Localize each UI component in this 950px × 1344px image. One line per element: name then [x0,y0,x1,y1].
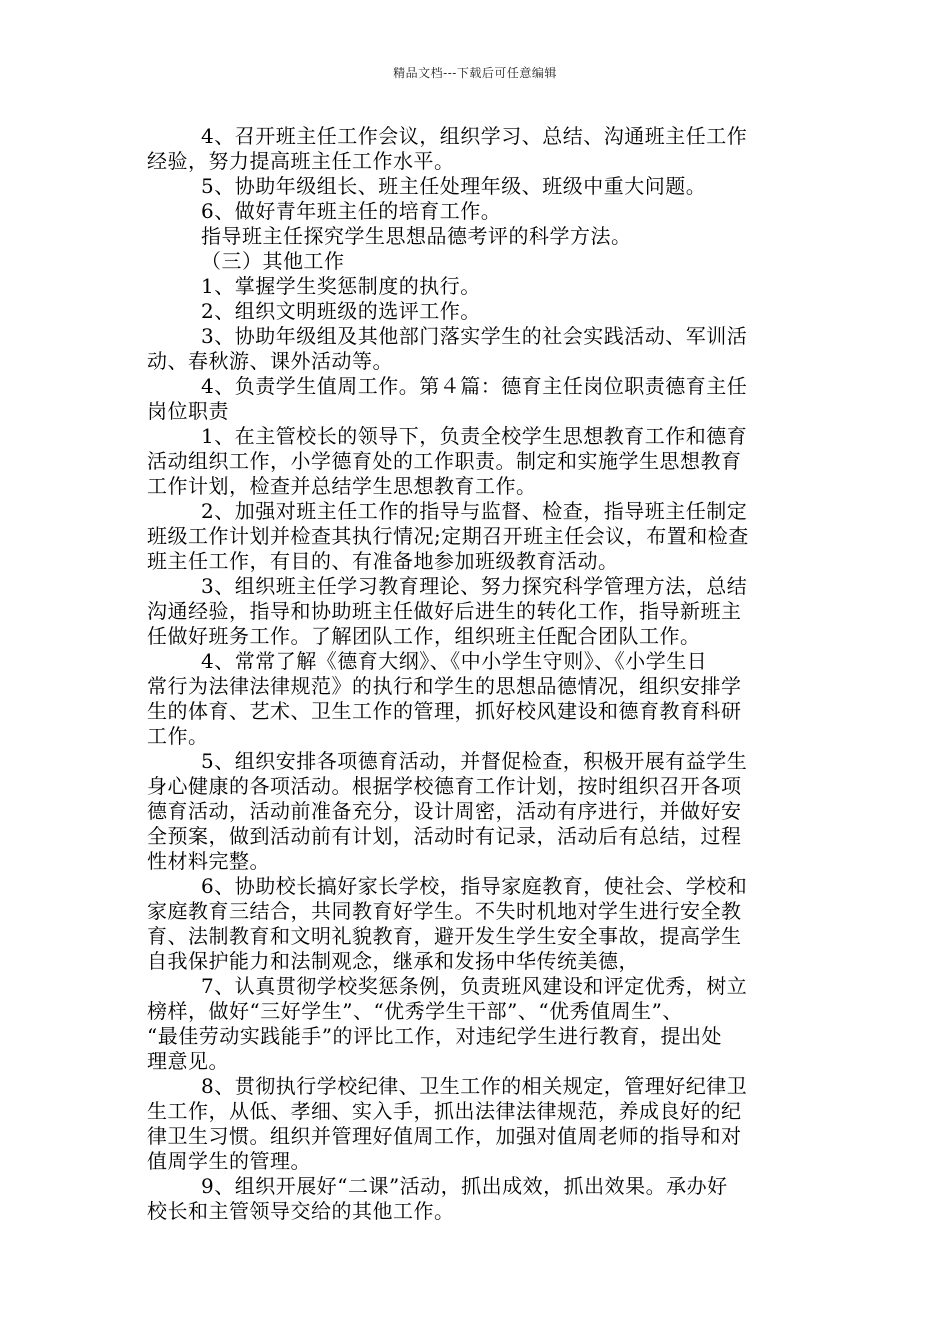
text-line: 经验，努力提高班主任工作水平。 [147,149,455,173]
paragraph [147,274,807,299]
text-line: 1、掌握学生奖惩制度的执行。 [201,274,481,298]
text-line: 1、在主管校长的领导下，负责全校学生思想教育工作和德育 [201,424,748,448]
text-line: 班主任工作，有目的、有准备地参加班级教育活动。 [147,549,619,573]
paragraph [147,199,807,224]
paragraph [147,299,807,324]
text-line: 指导班主任探究学生思想品德考评的科学方法。 [201,224,632,248]
paragraph [147,749,807,874]
text-line: 动、春秋游、课外活动等。 [147,349,393,373]
paragraph [147,224,807,249]
text-line: 家庭教育三结合，共同教育好学生。不失时机地对学生进行安全教 [147,899,742,923]
text-line: 生的体育、艺术、卫生工作的管理，抓好校风建设和德育教育科研 [147,699,742,723]
text-line: （三）其他工作 [201,249,345,273]
text-line: 榜样，做好“三好学生”、“优秀学生干部”、“优秀值周生”、 [147,999,683,1023]
text-line: 3、组织班主任学习教育理论、努力探究科学管理方法，总结 [201,574,748,598]
paragraph [147,124,807,174]
text-line: 2、组织文明班级的选评工作。 [201,299,481,323]
text-line: 自我保护能力和法制观念，继承和发扬中华传统美德， [147,949,639,973]
paragraph [147,974,807,1074]
text-line: 活动组织工作，小学德育处的工作职责。制定和实施学生思想教育 [147,449,742,473]
text-line: 班级工作计划并检查其执行情况;定期召开班主任会议，布置和检查 [147,524,749,548]
text-line: 岗位职责 [147,399,229,423]
paragraph [147,574,807,649]
text-line: 育、法制教育和文明礼貌教育，避开发生学生安全事故，提高学生 [147,924,742,948]
document-body [147,124,807,1224]
text-line: 任做好班务工作。了解团队工作，组织班主任配合团队工作。 [147,624,701,648]
text-line: 理意见。 [147,1049,229,1073]
text-line: 5、协助年级组长、班主任处理年级、班级中重大问题。 [201,174,707,198]
text-line: 4、负责学生值周工作。第４篇：德育主任岗位职责德育主任 [201,374,748,398]
text-line: 常行为法律法律规范》的执行和学生的思想品德情况，组织安排学 [147,674,742,698]
paragraph [147,424,807,499]
paragraph [147,324,807,374]
text-line: 9、组织开展好“二课”活动，抓出成效，抓出效果。承办好 [201,1174,728,1198]
text-line: 6、做好青年班主任的培育工作。 [201,199,502,223]
text-line: 工作计划，检查并总结学生思想教育工作。 [147,474,537,498]
text-line: 性材料完整。 [147,849,270,873]
text-line: 沟通经验，指导和协助班主任做好后进生的转化工作，指导新班主 [147,599,742,623]
paragraph [147,649,807,749]
paragraph [147,174,807,199]
text-line: 3、协助年级组及其他部门落实学生的社会实践活动、军训活 [201,324,748,348]
text-line: 生工作，从低、孝细、实入手，抓出法律法律规范，养成良好的纪 [147,1099,742,1123]
section-heading [147,249,807,274]
text-line: 6、协助校长搞好家长学校，指导家庭教育，使社会、学校和 [201,874,748,898]
text-line: 4、常常了解《德育大纲》、《中小学生守则》、《小学生日 [201,649,708,673]
paragraph [147,1174,807,1224]
text-line: 德育活动，活动前准备充分，设计周密，活动有序进行，并做好安 [147,799,742,823]
paragraph [147,874,807,974]
paragraph [147,1074,807,1174]
paragraph [147,499,807,574]
text-line: 律卫生习惯。组织并管理好值周工作，加强对值周老师的指导和对 [147,1124,742,1148]
text-line: 5、组织安排各项德育活动，并督促检查，积极开展有益学生 [201,749,748,773]
page-header: 精品文档---下载后可任意编辑 [393,66,557,80]
text-line: 全预案，做到活动前有计划，活动时有记录，活动后有总结，过程 [147,824,742,848]
text-line: 8、贯彻执行学校纪律、卫生工作的相关规定，管理好纪律卫 [201,1074,748,1098]
text-line: 身心健康的各项活动。根据学校德育工作计划，按时组织召开各项 [147,774,742,798]
text-line: “最佳劳动实践能手”的评比工作，对违纪学生进行教育，提出处 [147,1024,722,1048]
text-line: 7、认真贯彻学校奖惩条例，负责班风建设和评定优秀，树立 [201,974,748,998]
text-line: 4、召开班主任工作会议，组织学习、总结、沟通班主任工作 [201,124,748,148]
text-line: 值周学生的管理。 [147,1149,311,1173]
text-line: 工作。 [147,724,209,748]
text-line: 2、加强对班主任工作的指导与监督、检查，指导班主任制定 [201,499,748,523]
paragraph [147,374,807,424]
text-line: 校长和主管领导交给的其他工作。 [147,1199,455,1223]
